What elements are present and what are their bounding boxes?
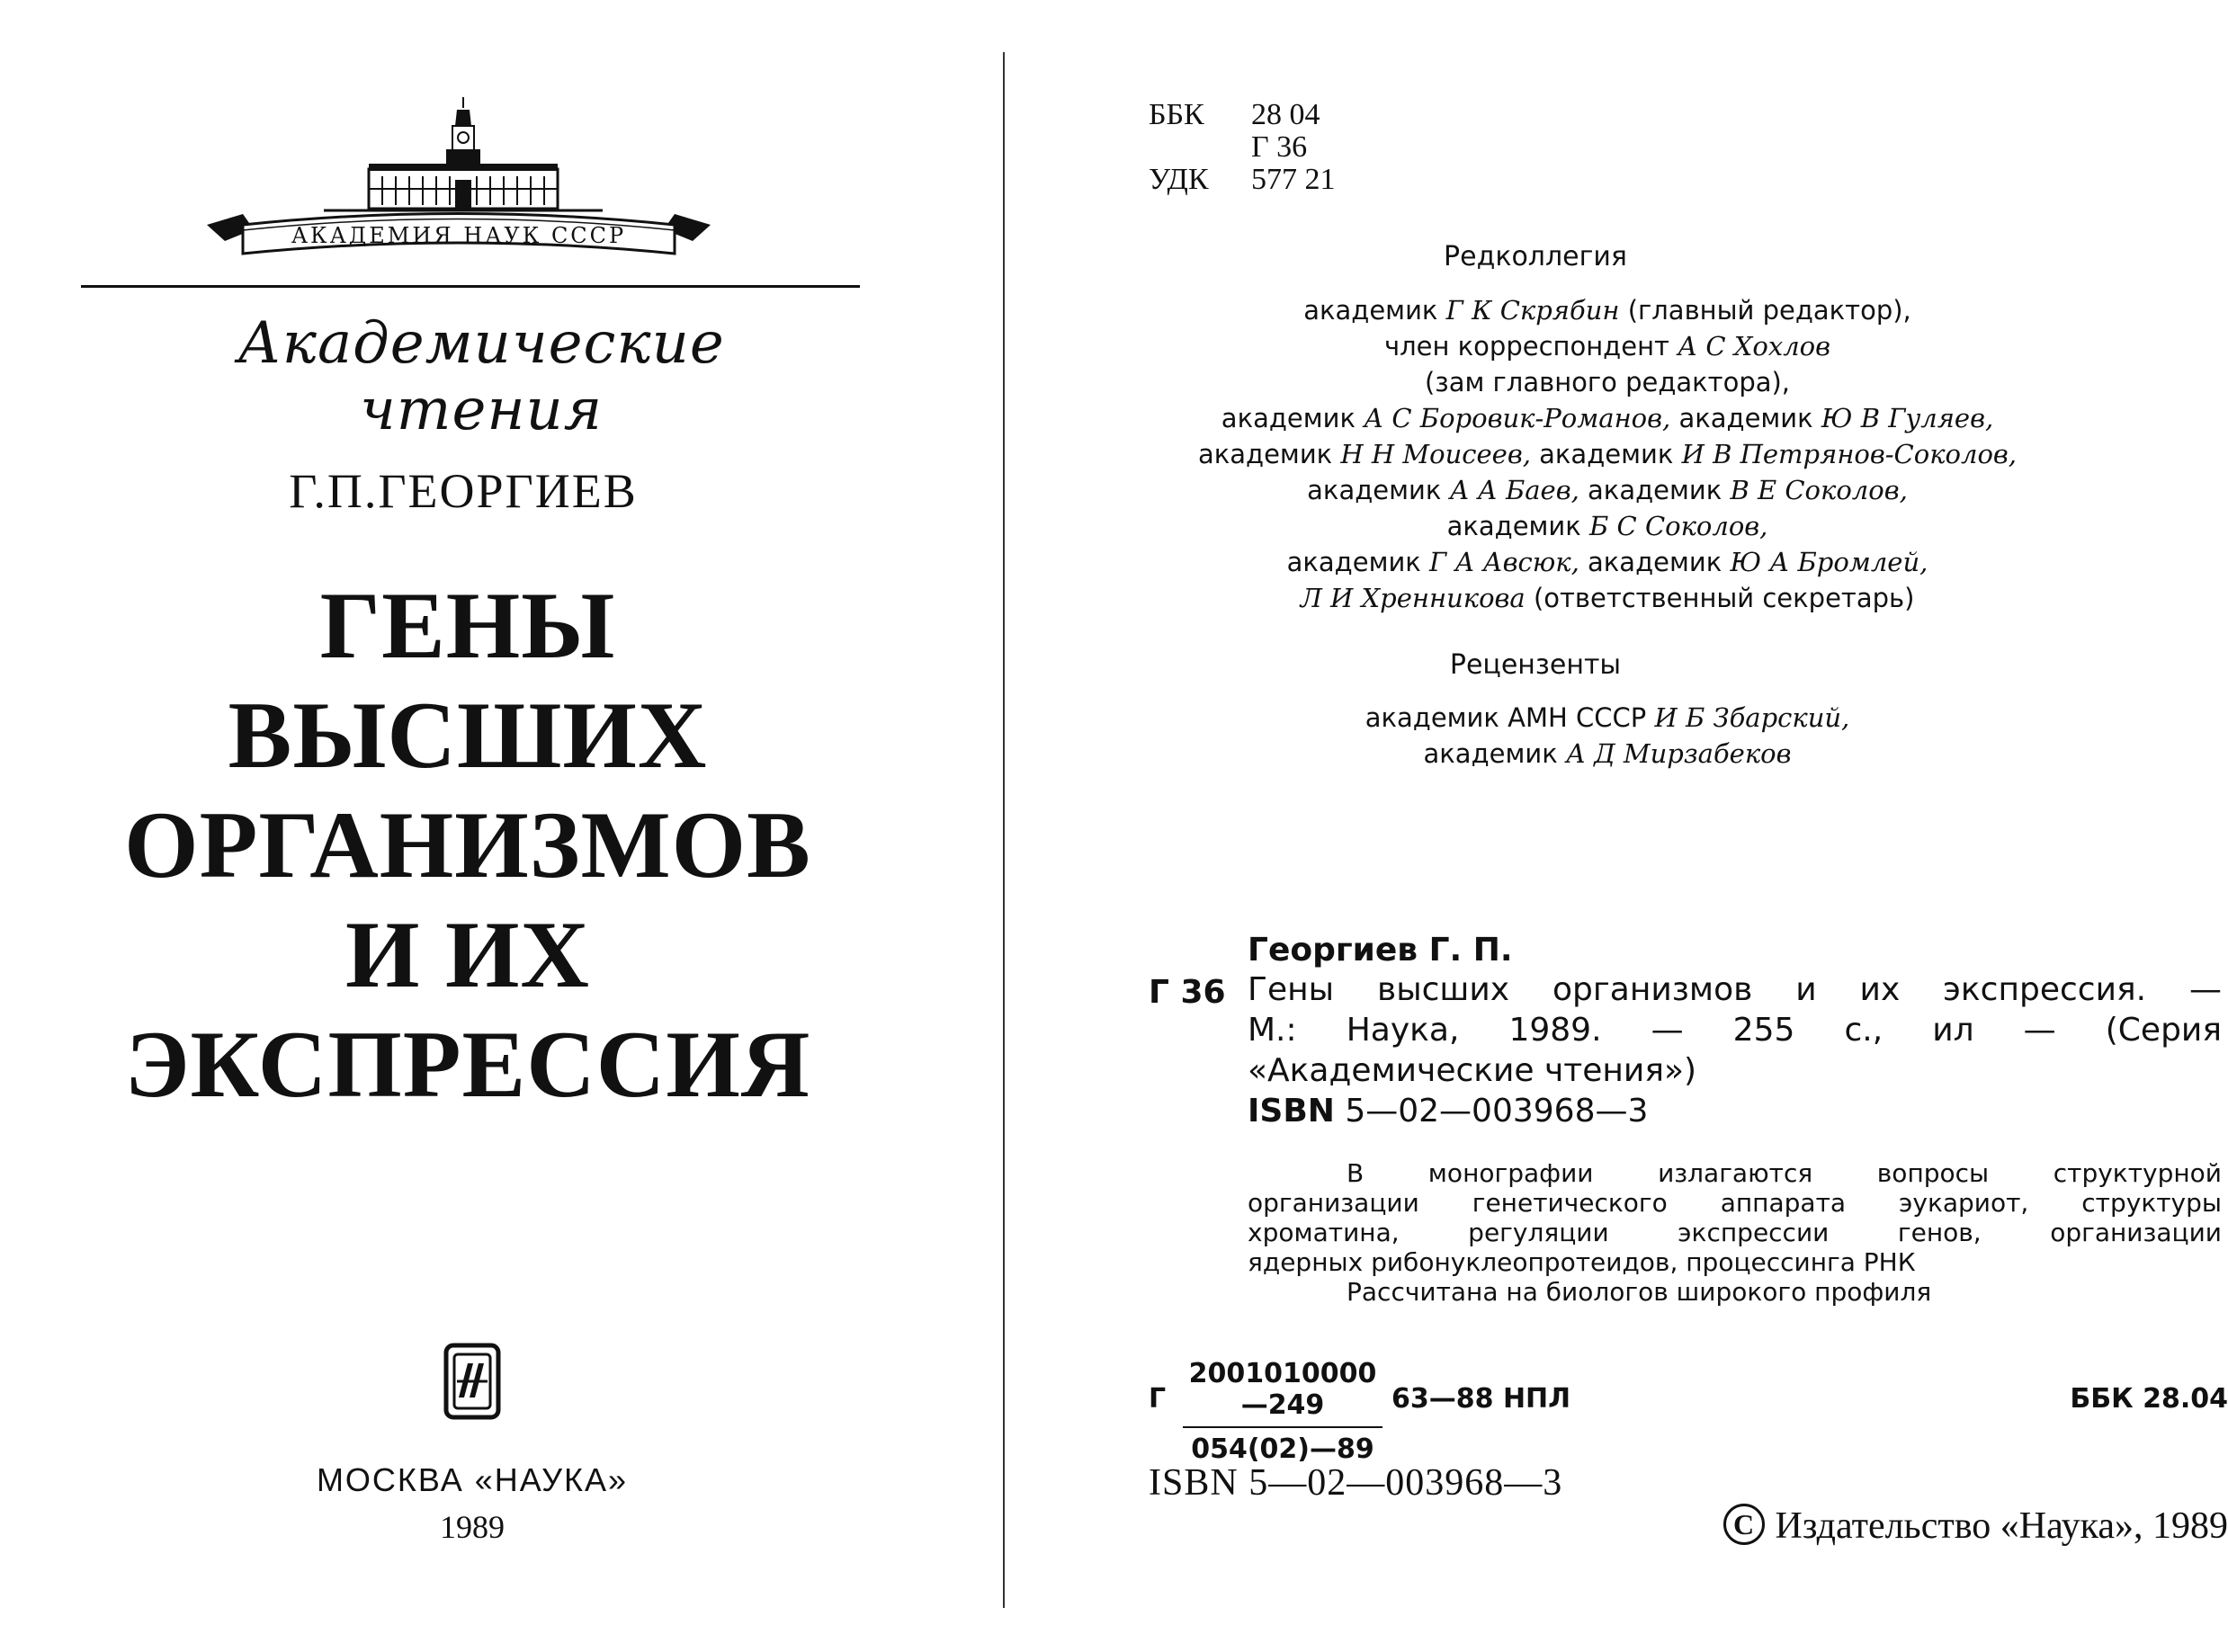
reviewer-line [1140,736,2075,772]
board-text: (зам главного редактора), [1424,367,1791,397]
reviewer-text: академик [1423,738,1558,769]
board-text: академик [1588,547,1722,577]
title-line-5: ЭКСПРЕССИЯ [124,1012,811,1117]
title-line-3: ОРГАНИЗМОВ [124,792,811,897]
bbk-value: 28 04 [1251,98,1320,131]
board-text: академик [1303,295,1438,326]
board-member-name: А С Хохлов [1678,331,1831,362]
board-member-name: И В Петрянов-Соколов, [1681,439,2018,469]
catalog-denominator: 054(02)—89 [1191,1433,1374,1465]
board-text: (главный редактор), [1627,295,1911,326]
reviewer-name: И Б Збарский, [1654,702,1850,733]
catalog-g: Г [1149,1383,1167,1415]
board-member-name: Г К Скрябин [1445,295,1620,326]
board-text: академик [1678,403,1813,433]
divider-rule [81,285,860,288]
board-line [1140,364,2075,400]
copyright-text: Издательство «Наука», 1989 [1775,1505,2228,1547]
bib-isbn [1248,1091,2222,1131]
isbn-line: ISBN 5—02—003968—3 [1149,1462,1563,1504]
board-line [1140,580,2075,616]
board-text: член корреспондент [1383,331,1669,362]
bib-isbn-label: ISBN [1248,1093,1335,1130]
copyright-line [1526,1504,2228,1548]
annotation-line: В монографии излагаются вопросы структурной [1347,1158,2222,1188]
g-value: Г 36 [1251,130,1308,164]
bibliographic-description [1248,969,2222,1131]
udk-label: УДК [1149,163,1209,196]
reviewer-text: академик АМН СССР [1365,702,1647,733]
right-page [1005,0,2228,1652]
bib-isbn-value: 5—02—003968—3 [1345,1093,1649,1130]
title-line-4: И ИХ [345,902,590,1007]
reviewer-line [1140,700,2075,736]
board-line [1140,508,2075,544]
board-member-name: Ю В Гуляев, [1821,403,1994,433]
editorial-board-heading: Редколлегия [1444,241,1627,272]
annotation-line: хроматина, регуляции экспрессии генов, организации [1248,1218,2222,1247]
classification-labels [1149,99,1239,196]
board-text: академик [1307,475,1442,505]
annotation-line: Рассчитана на биологов широкого профиля [1347,1277,1932,1307]
emblem-ribbon-text: АКАДЕМИЯ НАУК СССР [291,223,627,248]
board-line [1140,328,2075,364]
bbk-label: ББК [1149,98,1204,131]
board-line [1140,292,2075,328]
copyright-icon: C [1723,1504,1765,1545]
board-member-name: Л И Хренникова [1300,583,1526,613]
bib-line-3: «Академические чтения») [1248,1052,1697,1089]
publisher-city: МОСКВА «НАУКА» [316,1461,629,1498]
reviewers-list [1140,700,2075,772]
bib-line-2: М.: Наука, 1989. — 255 с., ил — (Серия [1248,1012,2222,1049]
board-member-name: Н Н Моисеев, [1340,439,1531,469]
reviewer-name: А Д Мирзабеков [1565,738,1792,769]
editorial-board-list [1140,292,2075,616]
board-text: академик [1588,475,1722,505]
title-line-1: ГЕНЫ [319,573,616,678]
board-line [1140,544,2075,580]
udk-value: 577 21 [1251,163,1336,196]
board-member-name: Ю А Бромлей, [1730,547,1928,577]
title-line-2: ВЫСШИХ [228,683,708,788]
annotation [1248,1158,2222,1307]
board-line [1140,436,2075,472]
publication-year: 1989 [440,1509,505,1545]
book-title [90,571,846,1120]
left-page [0,0,1003,1652]
book-author: Г.П.ГЕОРГИЕВ [289,464,638,518]
series-title: Академические чтения [237,310,725,443]
bib-index: Г 36 [1149,974,1226,1011]
board-text: (ответственный секретарь) [1533,583,1915,613]
board-text: академик [1221,403,1356,433]
catalog-code [1149,1358,2228,1465]
board-member-name: А С Боровик-Романов, [1364,403,1671,433]
annotation-line: ядерных рибонуклеопротеидов, процессинга РНК [1248,1247,1916,1277]
board-member-name: А А Баев, [1449,475,1579,505]
board-text: академик [1286,547,1421,577]
catalog-middle: 63—88 НПЛ [1391,1383,1571,1415]
academy-emblem-icon [189,90,729,270]
board-member-name: Б С Соколов, [1589,511,1768,541]
publisher-logo-icon [443,1342,502,1421]
classification-values [1251,99,1386,196]
catalog-numerator: 2001010000—249 [1183,1358,1382,1428]
board-text: академик [1539,439,1674,469]
board-text: академик [1446,511,1581,541]
board-text: академик [1197,439,1333,469]
board-line [1140,472,2075,508]
reviewers-heading: Рецензенты [1449,649,1622,681]
bib-line-1: Гены высших организмов и их экспрессия. — [1248,971,2222,1008]
catalog-fraction [1183,1358,1382,1465]
board-member-name: В Е Соколов, [1730,475,1908,505]
board-line [1140,400,2075,436]
bib-author: Георгиев Г. П. [1248,932,1513,969]
board-member-name: Г А Авсюк, [1429,547,1579,577]
annotation-line: организации генетического аппарата эукариот, структуры [1248,1188,2222,1218]
catalog-bbk: ББК 28.04 [2070,1383,2228,1415]
